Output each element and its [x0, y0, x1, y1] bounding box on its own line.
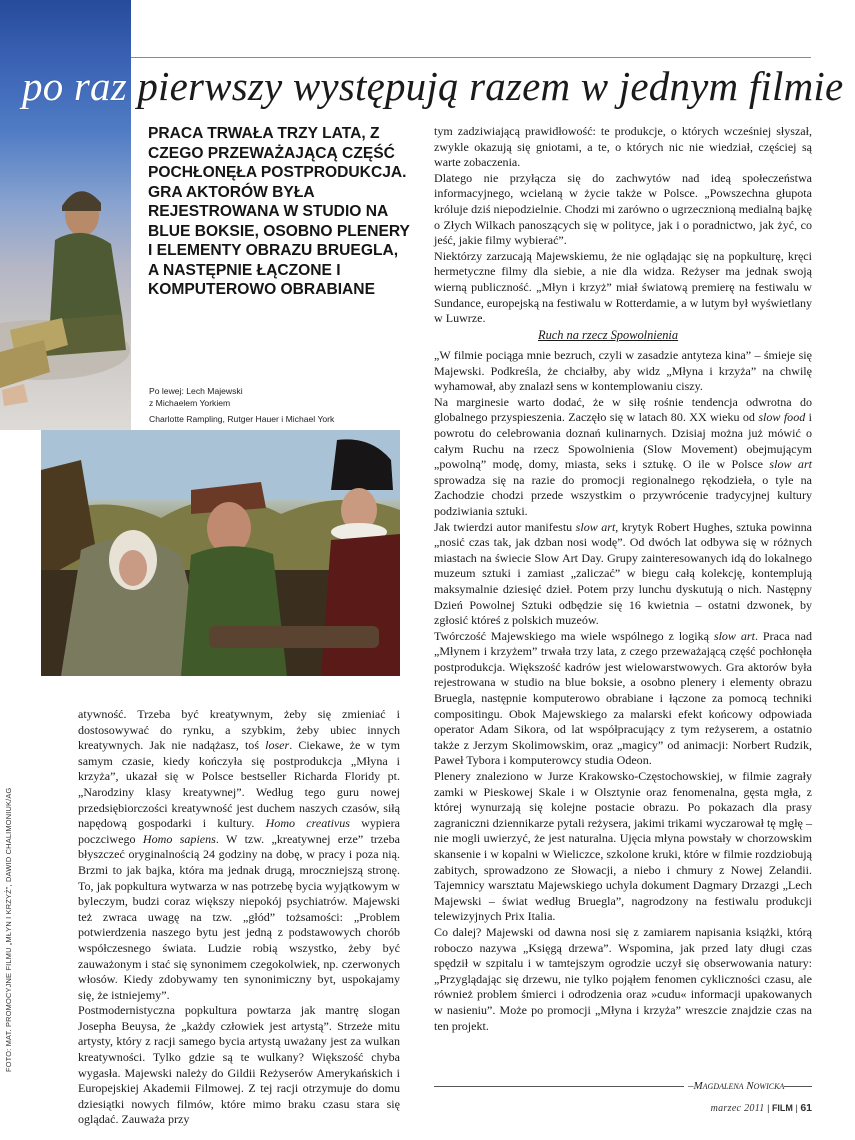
caption-left-line-1: Po lewej: Lech Majewski — [149, 386, 243, 396]
paragraph: „W filmie pociąga mnie bezruch, czyli w zasadzie antyteza kina” – śmieje się Majewski. Podkreśla, że chciałby, aby widz „Młyna i krzyża” na chwilę wyhamował, aby znalazł sens w kontemplowaniu ciszy. — [434, 348, 812, 394]
paragraph — [78, 707, 400, 1003]
paragraph: Plenery znaleziono w Jurze Krakowsko-Częstochowskiej, w filmie zagrały zamki w Pieskowej Skale i w Olsztynie oraz fenomenalna, gęsta mgła, z której wynurzają się kolejne postacie obrazu. Po pokazach dla prasy zagraniczni dziennikarze pytali reżysera, jakimi trikami wyczarował tę mgłę – nie mogli uwierzyć, że jest naturalna. Ujęcia młyna powstały w chorzowskim skansenie i w kopalni w Wieliczce, szkolone kruki, które w filmie rozdziobują zabitych, sprowadzono ze Słowacji, a niebo i chmury z Nowej Zelandii. Tajemnicy warsztatu Majewskiego uchyla dokument Dagmary Drzazgi „Lech Majewski – świat według Bruegla”, nagrodzony na festiwalu produkcji telewizyjnych Prix Italia. — [434, 769, 812, 924]
italic-term: slow art — [575, 519, 616, 534]
text-run: i powrotu do celebrowania doznań kulinarnych. Dzisiaj można już mówić o całym Ruchu na rzecz Spowolnienia (Slow Movement) obejmującym „powolną” modę, domy, miasta, seks i sztukę. O ile w Polsce — [434, 410, 812, 472]
paragraph: Dlatego nie przyłącza się do zachwytów nad ideą społeczeństwa informacyjnego, wcielaną w życie także w Polsce. „Powszechna głupota króluje dziś niepodzielnie. Chodzi mi zarówno o ugrzecznioną medialną bajkę o Złych Wilkach panoszących się w polityce, jak i o poradnictwo, jak żyć, co jeść, jakie filmy wybierać”. — [434, 170, 813, 248]
caption-left-photo — [149, 385, 349, 409]
text-run: , krytyk Robert Hughes, sztuka powinna „nosić czas tak, jak dzban nosi wodę”. Od dwóch lat odbywa się w różnych miastach na świecie Slow Art Day. Grupy zainteresowanych idą do lokalnego muzeum sztuki i zamiast „zaliczać” w biegu całą kolekcję, kontemplują maksymalnie dziesięć dzieł. Potem przy lunchu dyskutują o nich. Następny Dzień Powolnej Sztuki odbędzie się 16 kwietnia – ostatni dzwonek, by zgłosić któreś z polskich muzeów. — [434, 519, 812, 628]
page-folio — [700, 1102, 812, 1114]
photo-main-figures — [41, 430, 400, 676]
paragraph: Niektórzy zarzucają Majewskiemu, że nie oglądając się na popkulturę, kręci hermetyczne filmy dla siebie, a nie dla widza. Reżyser ma jednak swoją wierną publiczność. „Młyn i krzyż” miał światową premierę na festiwalu w Sundance, europejską na festiwalu w Rotterdamie, a w lutym był wyświetlany w Luwrze. — [434, 248, 812, 326]
text-run: wypiera poczciwego — [78, 816, 400, 846]
right-column-top — [434, 124, 812, 327]
text-run: Jak twierdzi autor manifestu — [434, 519, 576, 534]
folio-separator: | — [767, 1103, 770, 1113]
page-number: 61 — [800, 1102, 812, 1114]
italic-term: Homo creativus — [265, 816, 350, 831]
photo-rampling-hauer-york — [41, 430, 400, 676]
top-rule — [131, 57, 811, 58]
text-run: . Praca nad „Młynem i krzyżem” trwała trzy lata, z czego przeważającą część pochłonęła postprodukcja. Większość kadrów jest wielowarstwowych. Gra aktorów była rejestrowana w studio na blue boksie, a osobno plenery i elementy obrazu Bruegla, następnie komputerowo obrabiane i łączone za pomocą techniki compositingu. Obok Majewskiego za malarski efekt końcowy odpowiada operator Adam Sikora, od lat współpracujący z tym reżyserem, a ostatnio także z Jerzym Skolimowskim, oraz „magicy” od animacji: Norbert Rudzik, Paweł Tybora i komputerowcy studia Odeon. — [434, 628, 812, 768]
text-run: . W tzw. „kreatywnej erze” trzeba błyszczeć oryginalnością 24 godziny na dobę, w pracy i poza nią. Brzmi to jak bajka, która ma jednak drugą, mroczniejszą stronę. To, jak popkultura wytwarza w nas potrzebę bycia wyjątkowym w byleczym, budzi coraz większy niepokój psychiatrów. Majewski też zwraca uwagę na tzw. „głód” tożsamości: „Problem potwierdzenia naszego bytu jest jedną z podstawowych chorób współczesnego świata. Ludzie robią wszystko, żeby być zauważonym i stać się synonimem czegokolwiek, np. czerwonych włosów. Kiedy zdobywamy ten synonimiczny byt, uspokajamy się, że istniejemy”. — [78, 831, 400, 1002]
paragraph: Postmodernistyczna popkultura powtarza jak mantrę slogan Josepha Beuysa, że „każdy człowiek jest artystą”. Strzeże mitu artysty, który z racji samego bycia artystą uważany jest za wulkan kreatywności. Tylko gdzie są te wulkany? Większość chyba wygasła. Majewski należy do Gildii Reżyserów Amerykańskich i Europejskiej Akademii Filmowej. Z tej racji otrzymuje do domu dziesiątki nowych filmów, które mimo braku czasu stara się oglądać. Zauważa przy — [78, 1003, 400, 1127]
caption-main-photo: Charlotte Rampling, Rutger Hauer i Michael York — [149, 414, 335, 424]
paragraph: Co dalej? Majewski od dawna nosi się z zamiarem napisania książki, którą roboczo nazywa „Księgą drzewa”. Wspomina, jak przed laty długi czas spędził w szpitalu i w tamtejszym ogrodzie uczył się obserwowania natury: „Przyglądając się drzewu, nie tylko pojąłem fenomen cykliczności czasu, ale również problem śmierci i odrodzenia oraz »cudu« informacji upakowanych w nasieniu”. Może po promocji „Młyna i krzyża” wreszcie znajdzie czas na ten projekt. — [434, 924, 812, 1033]
paragraph — [434, 520, 812, 629]
italic-term: slow food — [758, 410, 806, 425]
folio-separator: | — [795, 1103, 798, 1113]
right-column-bottom — [434, 348, 812, 1034]
lead-text: PRACA TRWAŁA TRZY LATA, Z CZEGO PRZEWAŻAJĄCĄ CZĘŚĆ POCHŁONĘŁA POSTPRODUKCJA. GRA AKTORÓW BYŁA REJESTROWANA W STUDIO NA BLUE BOKSIE, OSOBNO PLENERY I ELEMENTY OBRAZU BRUEGLA, A NASTĘPNIE ŁĄCZONE I KOMPUTEROWO OBRABIANE — [148, 125, 410, 298]
paragraph — [434, 629, 812, 769]
text-run: atywność. Trzeba być kreatywnym, żeby się zmieniać i dostosowywać do rynku, a szybkim, żeby ubiec innych kreatywnych. Jak nie nadążasz, toś — [78, 707, 400, 753]
text-run: . Ciekawe, że w tym samym czasie, kiedy kończyła się postprodukcja „Młyna i krzyża”, ukazał się w Polsce bestseller Richarda Floridy pt. „Narodziny klasy kreatywnej”. Według tego guru nowej przedsiębiorczości kreatywność jest duchem naszych czasów, siłą napędową gospodarki i kultury. — [78, 738, 400, 831]
text-run: sprowadza się na razie do promocji regionalnego rękodzieła, o tyle na Zachodzie chodzi przede wszystkim o przywrócenie tradycyjnej kultury podziwiania sztuki. — [434, 472, 812, 518]
paragraph — [434, 395, 812, 520]
text-run: Na marginesie warto dodać, że w siłę rośnie tendencja odwrotna do globalnego przyspieszenia. Zaczęło się w latach 80. XX wieku od — [434, 394, 812, 425]
italic-term: slow art — [713, 628, 755, 643]
caption-left-line-2: z Michaelem Yorkiem — [149, 398, 231, 408]
headline-part-2: pierwszy występują razem w jednym filmie — [126, 63, 844, 109]
photo-credit: FOTO: MAT. PROMOCYJNE FILMU „MŁYN I KRZYŻ”, DAWID CHALIMONIUK/AG — [4, 787, 13, 1072]
issue-date: marzec 2011 — [710, 1103, 765, 1114]
text-run: Twórczość Majewskiego ma wiele wspólnego z logiką — [434, 628, 714, 643]
article-headline — [22, 62, 844, 110]
section-subhead: Ruch na rzecz Spowolnienia — [538, 328, 679, 342]
author-byline: –Magdalena Nowicka — [684, 1080, 784, 1092]
italic-term: slow art — [769, 457, 812, 472]
left-column — [78, 707, 400, 1128]
italic-term: loser — [265, 738, 290, 753]
paragraph: tym zadziwiającą prawidłowość: te produkcje, o których wcześniej słyszał, zwykle okazują się gniotami, a te, o których nic nie wiedział, częściej są warte zobaczenia. — [434, 124, 812, 170]
magazine-name: FILM — [771, 1103, 793, 1113]
italic-term: Homo sapiens — [142, 831, 216, 846]
headline-part-1: po raz — [22, 63, 127, 109]
